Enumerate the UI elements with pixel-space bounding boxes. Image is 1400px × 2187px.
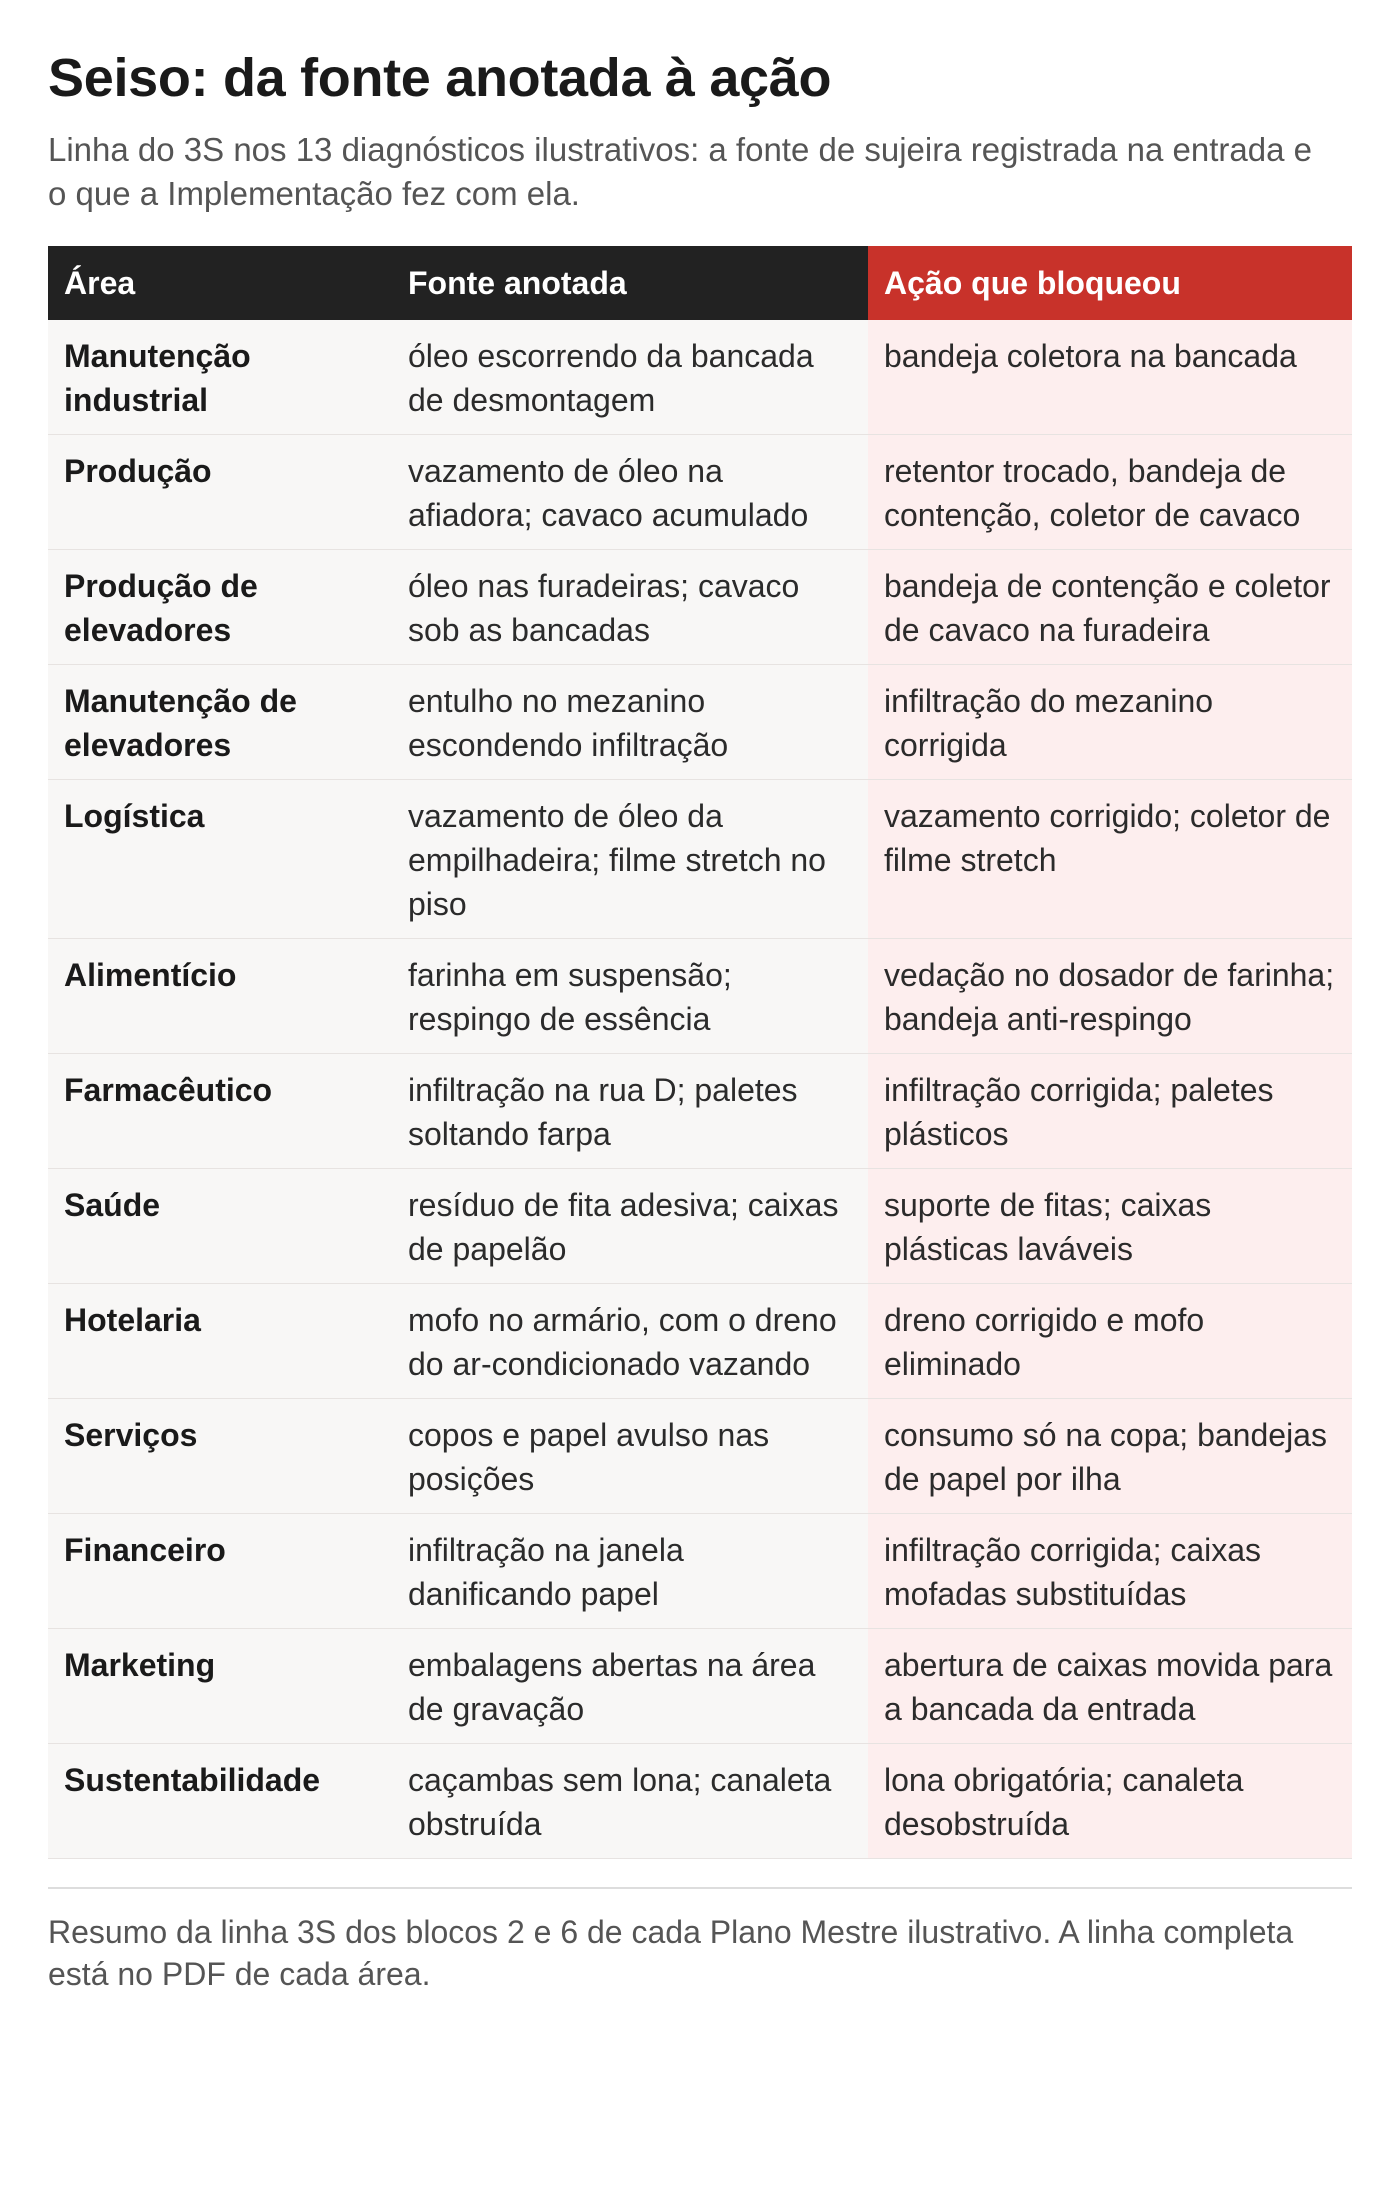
header-acao: Ação que bloqueou — [868, 246, 1352, 320]
table-row — [48, 550, 1352, 665]
cell-area: Farmacêutico — [48, 1054, 392, 1169]
cell-area: Financeiro — [48, 1514, 392, 1629]
cell-area: Hotelaria — [48, 1284, 392, 1399]
cell-fonte: vazamento de óleo na afiadora; cavaco acumulado — [392, 435, 868, 550]
cell-area: Saúde — [48, 1169, 392, 1284]
cell-acao: bandeja de contenção e coletor de cavaco na furadeira — [868, 550, 1352, 665]
header-row — [48, 246, 1352, 320]
page-title: Seiso: da fonte anotada à ação — [48, 48, 832, 108]
cell-fonte: resíduo de fita adesiva; caixas de papelão — [392, 1169, 868, 1284]
cell-acao: infiltração corrigida; caixas mofadas substituídas — [868, 1514, 1352, 1629]
cell-fonte: óleo nas furadeiras; cavaco sob as bancadas — [392, 550, 868, 665]
cell-area: Produção — [48, 435, 392, 550]
cell-acao: bandeja coletora na bancada — [868, 320, 1352, 435]
page-subtitle: Linha do 3S nos 13 diagnósticos ilustrativos: a fonte de sujeira registrada na entrada e o que a Implementação fez com ela. — [48, 131, 1312, 212]
table-row — [48, 1399, 1352, 1514]
cell-area: Sustentabilidade — [48, 1744, 392, 1859]
cell-fonte: caçambas sem lona; canaleta obstruída — [392, 1744, 868, 1859]
cell-area: Manutenção industrial — [48, 320, 392, 435]
seiso-table — [48, 246, 1352, 1859]
cell-acao: lona obrigatória; canaleta desobstruída — [868, 1744, 1352, 1859]
footnote: Resumo da linha 3S dos blocos 2 e 6 de cada Plano Mestre ilustrativo. A linha completa está no PDF de cada área. — [48, 1914, 1294, 1992]
cell-acao: infiltração do mezanino corrigida — [868, 665, 1352, 780]
cell-acao: vedação no dosador de farinha; bandeja anti-respingo — [868, 939, 1352, 1054]
table-row — [48, 1744, 1352, 1859]
table-row — [48, 320, 1352, 435]
table-row — [48, 665, 1352, 780]
table-row — [48, 1284, 1352, 1399]
cell-area: Produção de elevadores — [48, 550, 392, 665]
header-area: Área — [48, 246, 392, 320]
table-row — [48, 939, 1352, 1054]
cell-fonte: farinha em suspensão; respingo de essência — [392, 939, 868, 1054]
cell-fonte: vazamento de óleo da empilhadeira; filme stretch no piso — [392, 780, 868, 939]
cell-area: Marketing — [48, 1629, 392, 1744]
cell-acao: vazamento corrigido; coletor de filme stretch — [868, 780, 1352, 939]
cell-fonte: infiltração na rua D; paletes soltando farpa — [392, 1054, 868, 1169]
cell-acao: dreno corrigido e mofo eliminado — [868, 1284, 1352, 1399]
table-row — [48, 1629, 1352, 1744]
header-fonte: Fonte anotada — [392, 246, 868, 320]
footnote-divider — [48, 1887, 1352, 1889]
cell-area: Serviços — [48, 1399, 392, 1514]
table-row — [48, 1054, 1352, 1169]
table-row — [48, 435, 1352, 550]
cell-fonte: óleo escorrendo da bancada de desmontagem — [392, 320, 868, 435]
table-header — [48, 246, 1352, 320]
cell-acao: retentor trocado, bandeja de contenção, coletor de cavaco — [868, 435, 1352, 550]
cell-fonte: embalagens abertas na área de gravação — [392, 1629, 868, 1744]
cell-acao: infiltração corrigida; paletes plásticos — [868, 1054, 1352, 1169]
cell-area: Logística — [48, 780, 392, 939]
table-row — [48, 1514, 1352, 1629]
cell-area: Alimentício — [48, 939, 392, 1054]
cell-fonte: entulho no mezanino escondendo infiltração — [392, 665, 868, 780]
cell-fonte: mofo no armário, com o dreno do ar-condicionado vazando — [392, 1284, 868, 1399]
cell-acao: abertura de caixas movida para a bancada da entrada — [868, 1629, 1352, 1744]
cell-fonte: infiltração na janela danificando papel — [392, 1514, 868, 1629]
table-body — [48, 320, 1352, 1859]
table-row — [48, 1169, 1352, 1284]
cell-acao: consumo só na copa; bandejas de papel por ilha — [868, 1399, 1352, 1514]
cell-area: Manutenção de elevadores — [48, 665, 392, 780]
cell-acao: suporte de fitas; caixas plásticas laváveis — [868, 1169, 1352, 1284]
cell-fonte: copos e papel avulso nas posições — [392, 1399, 868, 1514]
table-row — [48, 780, 1352, 939]
